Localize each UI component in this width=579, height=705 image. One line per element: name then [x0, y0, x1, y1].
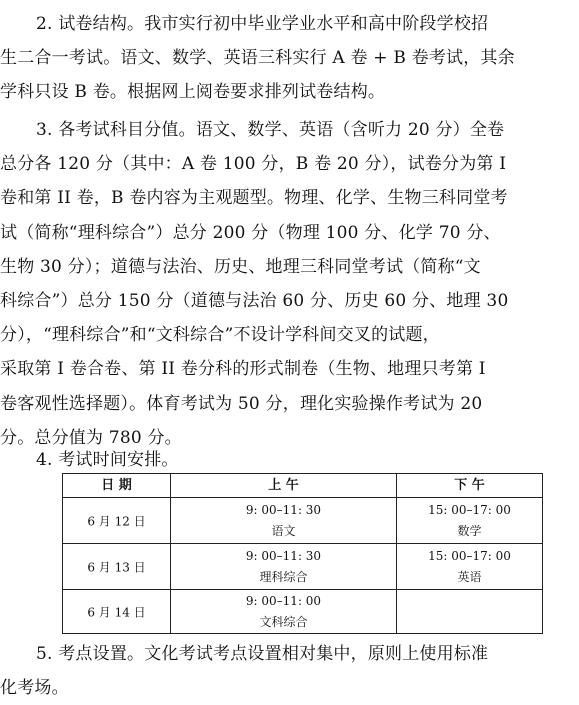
- text-line: 化考场。: [0, 678, 69, 699]
- text-line: 采取第 I 卷合卷、第 II 卷分科的形式制卷（生物、地理只考第 I: [0, 359, 486, 380]
- table-header-row: [63, 474, 542, 498]
- date: 6 月 12 日: [87, 514, 146, 528]
- header-morning: 上 午: [171, 474, 397, 497]
- paragraph-subject-scores: [0, 113, 579, 455]
- afternoon-time: 15: 00–17: 00: [428, 502, 511, 517]
- schedule-table: [62, 473, 543, 634]
- morning-time: 9: 00–11: 30: [245, 548, 322, 563]
- text-line: 分），“理科综合”和“文科综合”不设计学科间交叉的试题，: [0, 325, 440, 346]
- text-line: 学科只设 B 卷。根据网上阅卷要求排列试卷结构。: [0, 82, 386, 103]
- afternoon-subject: 英语: [457, 569, 482, 584]
- date-cell: [63, 544, 171, 589]
- morning-cell: [171, 590, 397, 633]
- table-row: [63, 544, 542, 590]
- morning-subject: 语文: [271, 523, 296, 538]
- afternoon-time: 15: 00–17: 00: [428, 548, 511, 563]
- text-line: 卷客观性选择题）。体育考试为 50 分，理化实验操作考试为 20: [0, 393, 483, 414]
- morning-cell: [171, 498, 397, 543]
- text-line: 试（简称“理科综合”）总分 200 分（物理 100 分、化学 70 分、: [0, 222, 501, 243]
- date-cell: [63, 498, 171, 543]
- date: 6 月 14 日: [87, 605, 146, 619]
- text-line: 科综合”）总分 150 分（道德与法治 60 分、历史 60 分、地理 30: [0, 291, 509, 312]
- text-line: 生二合一考试。语文、数学、英语三科实行 A 卷 + B 卷考试，其余: [0, 48, 515, 69]
- text-line: 5. 考点设置。文化考试考点设置相对集中，原则上使用标准: [36, 644, 489, 664]
- morning-subject: 理科综合: [259, 569, 308, 584]
- paragraph-exam-sites: [0, 637, 579, 705]
- table-row: [63, 590, 542, 633]
- afternoon-cell: [397, 544, 542, 589]
- text-line: 总分各 120 分（其中：A 卷 100 分，B 卷 20 分），试卷分为第 I: [0, 154, 507, 175]
- text-line: 生物 30 分）；道德与法治、历史、地理三科同堂考试（简称“文: [0, 256, 481, 277]
- text-line: 3. 各考试科目分值。语文、数学、英语（含听力 20 分）全卷: [36, 120, 505, 140]
- section-heading: 4. 考试时间安排。: [36, 450, 179, 470]
- table-row: [63, 498, 542, 544]
- text-line: 2. 试卷结构。我市实行初中毕业学业水平和高中阶段学校招: [36, 14, 489, 34]
- morning-subject: 文科综合: [259, 614, 308, 629]
- paragraph-test-structure: [0, 7, 579, 110]
- afternoon-cell: [397, 590, 542, 633]
- afternoon-cell: [397, 498, 542, 543]
- date: 6 月 13 日: [87, 560, 146, 574]
- date-cell: [63, 590, 171, 633]
- text-line: 卷和第 II 卷，B 卷内容为主观题型。物理、化学、生物三科同堂考: [0, 188, 508, 209]
- header-afternoon: 下 午: [454, 478, 485, 493]
- text-line: 分。总分值为 780 分。: [0, 427, 182, 448]
- morning-time: 9: 00–11: 30: [245, 502, 322, 517]
- morning-time: 9: 00–11: 00: [245, 593, 322, 608]
- afternoon-subject: 数学: [457, 523, 482, 538]
- header-date: 日 期: [63, 474, 171, 497]
- morning-cell: [171, 544, 397, 589]
